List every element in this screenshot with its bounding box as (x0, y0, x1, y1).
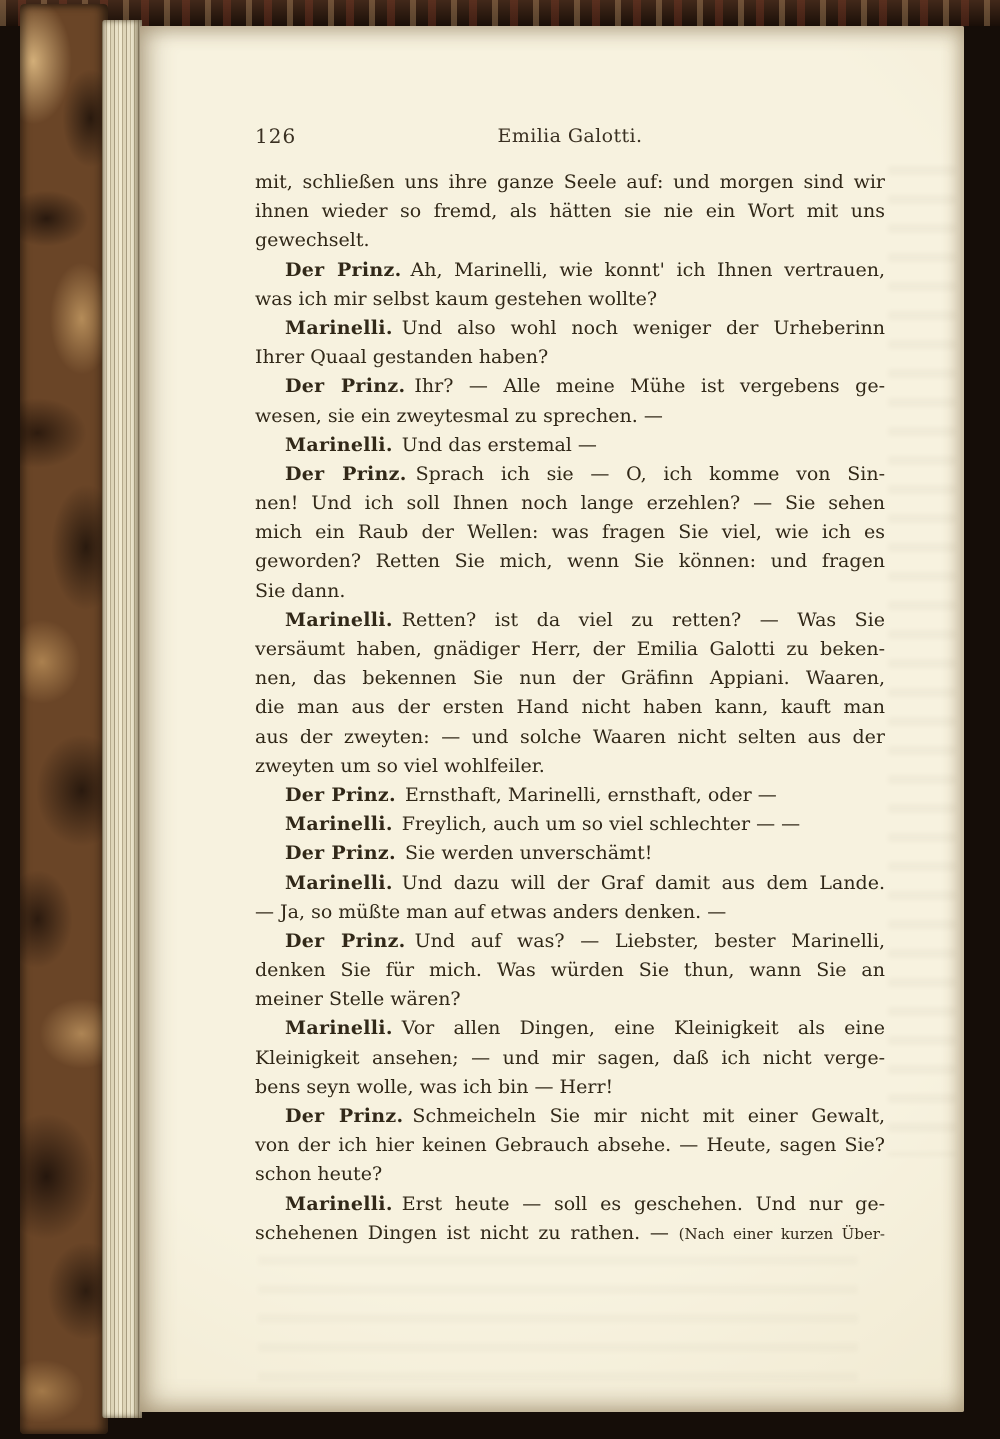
body-text: aus der zweyten: — und solche Waaren nicht selten aus der (255, 725, 885, 748)
text-line (255, 752, 885, 781)
body-text: Und auf was? — Liebster, bester Marinelli, (414, 929, 885, 952)
speaker-name: Der Prinz. (285, 842, 396, 865)
body-text: mit, schließen uns ihre ganze Seele auf: und morgen sind wir (255, 171, 885, 193)
body-text: Sprach ich sie — O, ich komme von Sin- (415, 462, 885, 485)
text-line (255, 1102, 885, 1131)
marbled-cover-edge (20, 4, 108, 1434)
body-text: Freylich, auch um so viel schlechter — — (401, 813, 801, 836)
body-text: schon heute? (255, 1163, 383, 1186)
text-line (255, 285, 885, 314)
text-line (255, 547, 885, 576)
text-line (255, 431, 885, 460)
text-line (255, 1044, 885, 1073)
text-line (255, 839, 885, 868)
page-stack-edges (102, 20, 142, 1418)
body-text: nen! Und ich soll Ihnen noch lange erzehlen? — Sie sehen (255, 492, 885, 515)
text-line (255, 693, 885, 722)
speaker-name: Marinelli. (285, 871, 393, 894)
body-text: meiner Stelle wären? (255, 988, 461, 1011)
bleed-through-texture (258, 1256, 858, 1386)
speaker-name: Der Prinz. (285, 258, 402, 281)
text-line (255, 372, 885, 401)
text-line (255, 343, 885, 372)
body-text: zweyten um so viel wohlfeiler. (255, 754, 545, 777)
speaker-name: Marinelli. (285, 1017, 393, 1040)
text-line (255, 869, 885, 898)
body-text: Ernsthaft, Marinelli, ernsthaft, oder — (404, 783, 777, 806)
speaker-name: Der Prinz. (285, 375, 406, 398)
speaker-name: Der Prinz. (285, 462, 407, 485)
bleed-through-texture (888, 166, 956, 1156)
text-line (255, 402, 885, 431)
text-line (255, 1131, 885, 1160)
page-header (255, 122, 885, 150)
body-text: Und dazu will der Graf damit aus dem Lande. (401, 871, 885, 894)
text-line (255, 635, 885, 664)
text-line (255, 810, 885, 839)
body-text: ihnen wieder so fremd, als hätten sie nie ein Wort mit uns (255, 200, 885, 223)
body-text: Vor allen Dingen, eine Kleinigkeit als eine (401, 1017, 885, 1040)
text-line (255, 1014, 885, 1043)
text-line (255, 898, 885, 927)
body-text: denken Sie für mich. Was würden Sie thun, wann Sie an (255, 959, 885, 982)
speaker-name: Marinelli. (285, 316, 393, 339)
body-text: die man aus der ersten Hand nicht haben kann, kauft man (255, 696, 885, 719)
body-text: gewechselt. (255, 229, 370, 252)
speaker-name: Marinelli. (285, 433, 393, 456)
text-line (255, 226, 885, 255)
speaker-name: Marinelli. (285, 1192, 393, 1215)
text-block (255, 168, 885, 1248)
text-line (255, 664, 885, 693)
text-line (255, 1160, 885, 1189)
body-text: Retten? ist da viel zu retten? — Was Sie (401, 608, 885, 631)
speaker-name: Der Prinz. (285, 1105, 404, 1127)
stage-direction: (Nach einer kurzen Über- (678, 1224, 885, 1243)
speaker-name: Der Prinz. (285, 929, 406, 952)
body-text: bens seyn wolle, was ich bin — Herr! (255, 1075, 614, 1098)
text-line (255, 168, 885, 197)
text-line (255, 577, 885, 606)
text-line (255, 1219, 885, 1248)
running-title: Emilia Galotti. (497, 125, 643, 147)
body-text: Sie dann. (255, 579, 346, 602)
text-line (255, 606, 885, 635)
text-line (255, 927, 885, 956)
body-text: geworden? Retten Sie mich, wenn Sie können: und fragen (255, 550, 885, 573)
speaker-name: Der Prinz. (285, 783, 396, 806)
text-line (255, 460, 885, 489)
body-text: versäumt haben, gnädiger Herr, der Emilia Galotti zu beken- (255, 638, 885, 660)
body-text: von der ich hier keinen Gebrauch absehe. — Heute, sagen Sie? (255, 1134, 885, 1157)
book-page (140, 26, 964, 1412)
body-text: mich ein Raub der Wellen: was fragen Sie viel, wie ich es (255, 521, 885, 544)
text-line (255, 723, 885, 752)
text-line (255, 314, 885, 343)
speaker-name: Marinelli. (285, 813, 393, 836)
text-line (255, 781, 885, 810)
text-line (255, 1190, 885, 1219)
book-top-edge (0, 0, 1000, 26)
body-text: wesen, sie ein zweytesmal zu sprechen. — (255, 404, 663, 427)
text-line (255, 518, 885, 547)
body-text: was ich mir selbst kaum gestehen wollte? (255, 287, 658, 310)
body-text: Und das erstemal — (401, 433, 597, 456)
body-text: Ihr? — Alle meine Mühe ist vergebens ge- (414, 375, 885, 398)
text-line (255, 489, 885, 518)
text-line (255, 956, 885, 985)
body-text: Sie werden unverschämt! (404, 842, 653, 865)
body-text: schehenen Dingen ist nicht zu rathen. — (255, 1221, 679, 1244)
text-line (255, 197, 885, 226)
body-text: Ah, Marinelli, wie konnt' ich Ihnen vertrauen, (410, 258, 885, 281)
body-text: Ihrer Quaal gestanden haben? (255, 346, 549, 369)
body-text: Schmeicheln Sie mir nicht mit einer Gewalt, (412, 1105, 885, 1127)
text-line (255, 1073, 885, 1102)
speaker-name: Marinelli. (285, 608, 393, 631)
body-text: nen, das bekennen Sie nun der Gräfinn Appiani. Waaren, (255, 667, 885, 690)
text-line (255, 985, 885, 1014)
page-number: 126 (255, 124, 297, 148)
body-text: — Ja, so müßte man auf etwas anders denken. — (255, 900, 727, 923)
text-line (255, 256, 885, 285)
body-text: Und also wohl noch weniger der Urheberinn (401, 316, 885, 339)
body-text: Kleinigkeit ansehen; — und mir sagen, daß ich nicht verge- (255, 1046, 885, 1069)
body-text: Erst heute — soll es geschehen. Und nur ge- (401, 1192, 885, 1215)
